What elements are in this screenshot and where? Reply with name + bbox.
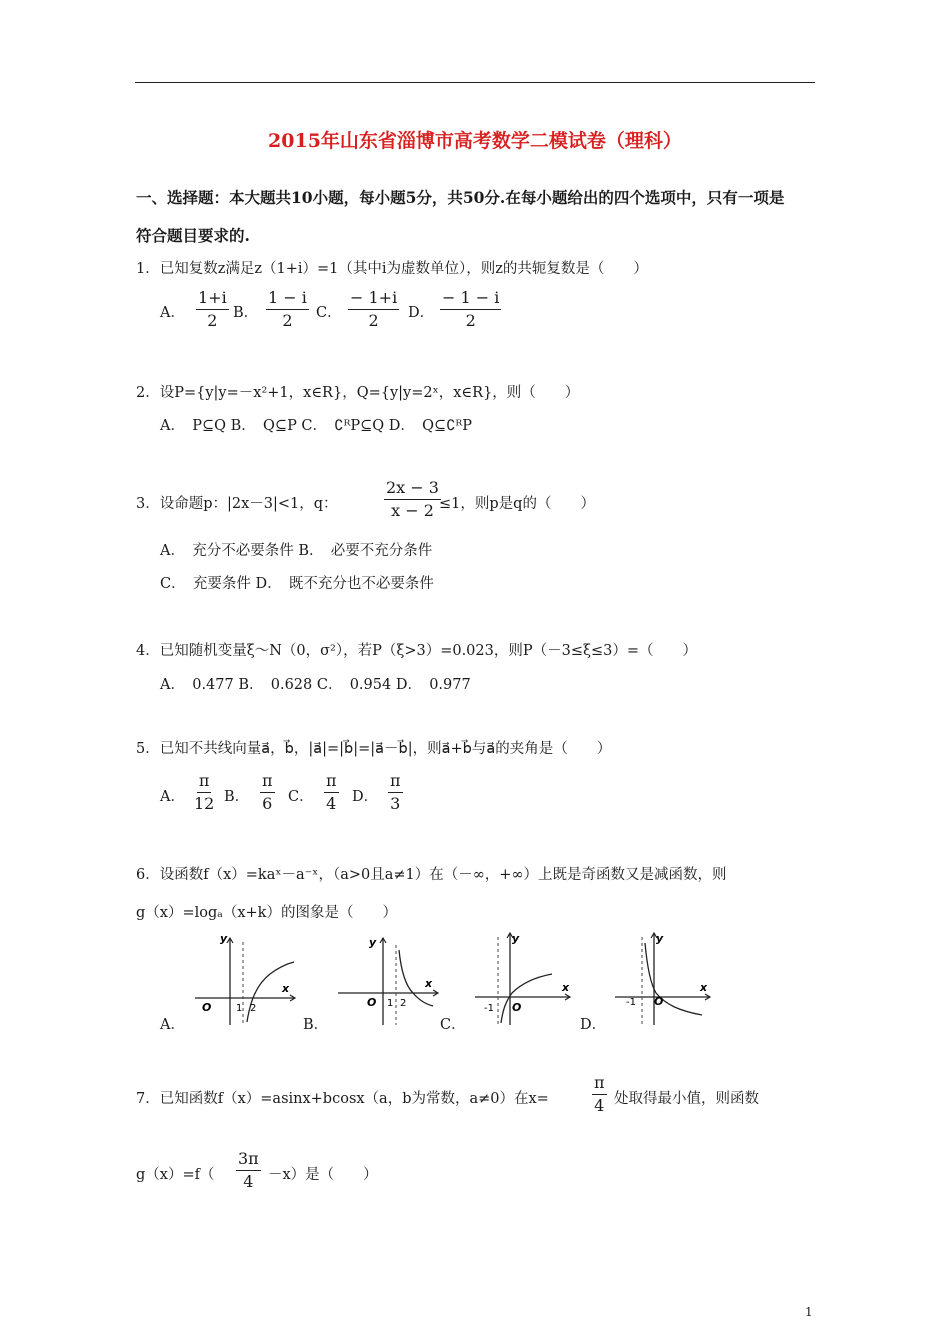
q5-option-a <box>194 772 214 814</box>
q6-graph-c <box>470 925 580 1030</box>
q7-frac2-num: 3π <box>236 1150 261 1171</box>
q5-a-num: π <box>197 772 212 793</box>
q1-label-b: B． <box>233 305 259 321</box>
q1-option-d <box>440 289 501 331</box>
q3-options-line2: C． 充要条件 D． 既不充分也不必要条件 <box>160 576 434 592</box>
q5-stem: 5．已知不共线向量a⃗，b⃗，|a⃗|=|b⃗|=|a⃗－b⃗|，则a⃗+b⃗与a⃗的夹角是（ ） <box>136 741 612 757</box>
q1-d-den: 2 <box>465 311 476 331</box>
q3-stem-a: 3．设命题p：|2x－3|<1，q： <box>136 496 338 512</box>
q5-label-c: C． <box>288 789 314 805</box>
q1-option-a <box>196 289 229 331</box>
q1-a-num: 1+i <box>196 289 229 310</box>
graph-c-tick-neg1: -1 <box>484 1003 494 1014</box>
q1-label-a: A． <box>160 305 185 321</box>
q7-frac1-num: π <box>592 1074 607 1095</box>
q5-option-d <box>388 772 403 814</box>
q6-stem-line1: 6．设函数f（x）=kaˣ－a⁻ˣ，（a>0且a≠1）在（－∞，+∞）上既是奇函数又是减函数，则 <box>136 867 727 883</box>
graph-b-tick-1: 1 <box>387 998 394 1009</box>
q1-a-den: 2 <box>207 311 218 331</box>
section-heading-line1: 一、选择题：本大题共10小题，每小题5分，共50分.在每小题给出的四个选项中，只有一项是 <box>136 188 785 207</box>
q7-line2-b: －x）是（ ） <box>268 1167 378 1183</box>
q3-options-line1: A． 充分不必要条件 B． 必要不充分条件 <box>160 543 433 559</box>
graph-a-tick-1: 1 <box>236 1003 243 1014</box>
q6-label-c: C． <box>440 1017 466 1033</box>
graph-b-y-label: y <box>369 936 377 949</box>
q6-label-d: D． <box>580 1017 607 1033</box>
q6-graph-a <box>190 930 305 1030</box>
q1-b-num: 1 − i <box>266 289 309 310</box>
graph-a-y-label: y <box>220 932 228 945</box>
graph-d-origin: O <box>654 995 664 1008</box>
q1-c-den: 2 <box>368 311 379 331</box>
q5-option-c <box>324 772 339 814</box>
q1-b-den: 2 <box>282 311 293 331</box>
q5-a-den: 12 <box>194 794 215 814</box>
q7-stem-b: 处取得最小值，则函数 <box>614 1091 759 1107</box>
q6-graph-b <box>333 930 448 1030</box>
q5-label-b: B． <box>224 789 250 805</box>
graph-b-tick-2: 2 <box>400 998 407 1009</box>
q1-stem: 1．已知复数z满足z（1+i）=1（其中i为虚数单位），则z的共轭复数是（ ） <box>136 261 648 277</box>
graph-c-origin: O <box>512 1001 522 1014</box>
q7-frac1-den: 4 <box>594 1096 605 1116</box>
q7-stem-a: 7．已知函数f（x）=asinx+bcosx（a，b为常数，a≠0）在x= <box>136 1091 549 1107</box>
q6-label-b: B． <box>303 1017 329 1033</box>
q7-line2-a: g（x）=f（ <box>136 1167 215 1183</box>
q5-label-d: D． <box>352 789 379 805</box>
graph-d-tick-neg1: -1 <box>626 997 636 1008</box>
section-heading-line2: 符合题目要求的. <box>136 226 250 245</box>
q7-fraction-1 <box>592 1074 607 1116</box>
q7-frac2-den: 4 <box>243 1172 254 1192</box>
q1-d-num: − 1 − i <box>440 289 501 310</box>
q6-graph-d <box>610 925 715 1030</box>
q2-options: A． P⊆Q B． Q⊆P C． ∁ᴿP⊆Q D． Q⊆∁ᴿP <box>160 418 473 434</box>
q3-frac-den: x − 2 <box>391 501 434 521</box>
graph-d-x-label: x <box>700 981 708 994</box>
q5-c-den: 4 <box>326 794 337 814</box>
q3-fraction <box>384 479 441 521</box>
q4-options: A． 0.477 B． 0.628 C． 0.954 D． 0.977 <box>160 677 471 693</box>
q5-c-num: π <box>324 772 339 793</box>
q6-stem-line2: g（x）=logₐ（x+k）的图象是（ ） <box>136 905 397 921</box>
q5-label-a: A． <box>160 789 185 805</box>
q5-b-num: π <box>260 772 275 793</box>
graph-a-x-label: x <box>282 982 290 995</box>
q3-stem-b: ≤1，则p是q的（ ） <box>439 496 595 512</box>
graph-a-origin: O <box>202 1001 212 1014</box>
q1-c-num: − 1+i <box>348 289 399 310</box>
page-number: 1 <box>805 1305 813 1319</box>
graph-c-y-label: y <box>512 932 520 945</box>
graph-a-tick-2: 2 <box>250 1003 257 1014</box>
graph-b-x-label: x <box>425 977 433 990</box>
q1-label-c: C． <box>316 305 342 321</box>
q2-stem: 2．设P={y|y=－x²+1，x∈R}，Q={y|y=2ˣ，x∈R}，则（ ） <box>136 385 580 401</box>
header-rule <box>135 82 815 83</box>
q3-frac-num: 2x − 3 <box>384 479 441 500</box>
graph-b-origin: O <box>367 996 377 1009</box>
q5-option-b <box>260 772 275 814</box>
q5-d-num: π <box>388 772 403 793</box>
q1-option-c <box>348 289 399 331</box>
page-title: 2015年山东省淄博市高考数学二模试卷（理科） <box>268 130 682 152</box>
q5-d-den: 3 <box>390 794 401 814</box>
q4-stem: 4．已知随机变量ξ～N（0，σ²），若P（ξ>3）=0.023，则P（－3≤ξ≤3）=（ ） <box>136 643 698 659</box>
q7-fraction-2 <box>236 1150 261 1192</box>
q6-label-a: A． <box>160 1017 185 1033</box>
q1-label-d: D． <box>408 305 435 321</box>
q5-b-den: 6 <box>262 794 273 814</box>
graph-d-y-label: y <box>656 932 664 945</box>
graph-c-x-label: x <box>562 981 570 994</box>
q1-option-b <box>266 289 309 331</box>
